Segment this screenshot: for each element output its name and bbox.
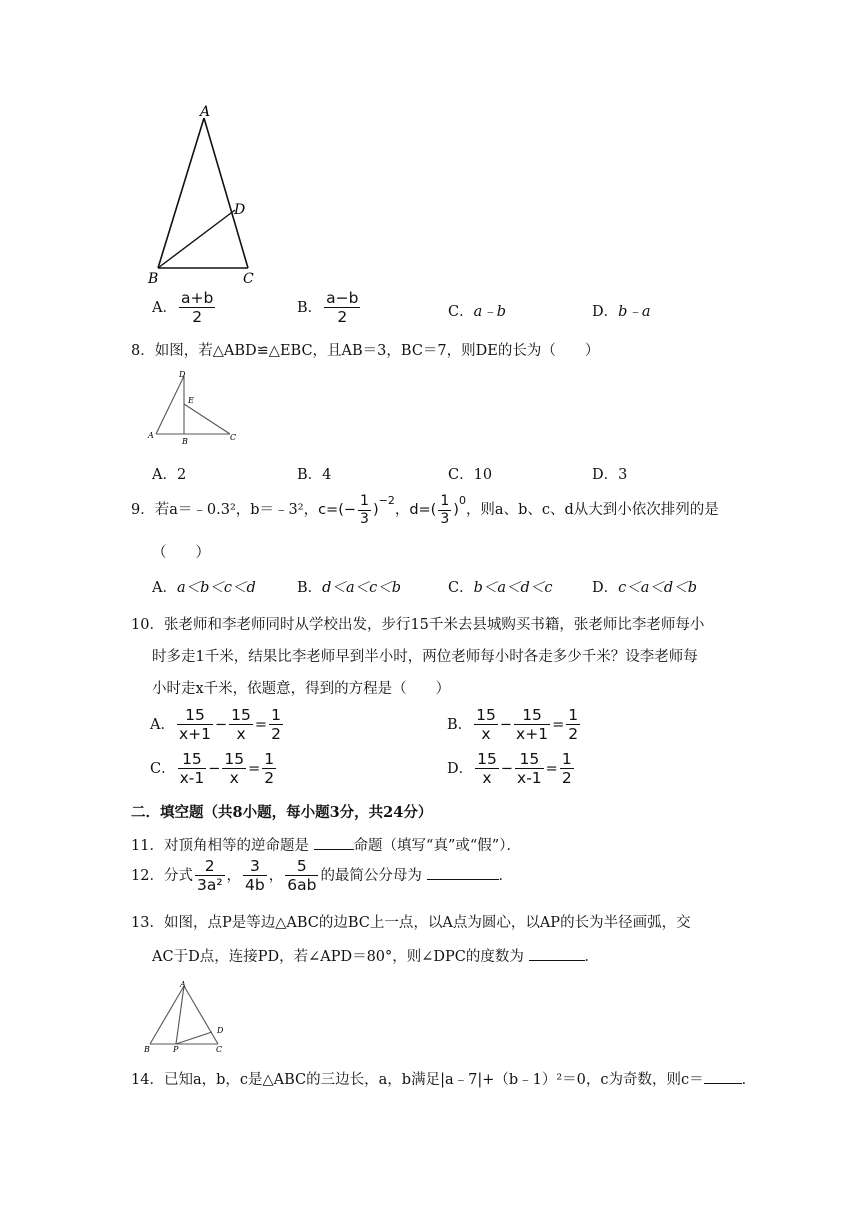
q13-line-2: AC于D点，连接PD，若∠APD＝80°，则∠DPC的度数为 ． <box>152 945 599 966</box>
q7-label-b: B <box>148 271 159 287</box>
q8-label-b: B <box>182 437 188 446</box>
q8-label-c: C <box>230 433 237 442</box>
q7-option-a: A． $\frac{a+b}{2}$ <box>152 289 214 327</box>
q8-figure <box>142 368 242 446</box>
q7-option-b: B． $\frac{a-b}{2}$ <box>297 289 359 327</box>
q10-line-3: 小时走x千米，依题意，得到的方程是（ ） <box>152 681 451 697</box>
q8-label-e: E <box>188 396 194 405</box>
q9-stem: 9．若a＝﹣0.3²，b＝﹣3²，c=(− $\frac{1}{3}$ )$^{-2}$，d=( $\frac{1}{3}$ )$^0$，则a、b、c、d从大到小依次排列的是 <box>131 493 719 527</box>
q8-option-a: A．2 <box>152 467 187 483</box>
q9-option-c: C．b＜a＜d＜c <box>448 580 553 596</box>
q7-label-a: A <box>200 104 211 120</box>
q7-label-d: D <box>234 202 246 218</box>
q12-answer-blank[interactable] <box>427 865 499 880</box>
q13-answer-blank[interactable] <box>529 946 585 961</box>
q8-label-a: A <box>148 431 154 440</box>
q13-label-p: P <box>173 1045 179 1054</box>
q10-option-a: A． $\frac{15}{x+1}$ − $\frac{15}{x}$ = $\frac{1}{2}$ <box>150 706 281 744</box>
q10-line-1: 10．张老师和李老师同时从学校出发，步行15千米去县城购买书籍，张老师比李老师每小 <box>131 617 705 633</box>
q9-option-a: A．a＜b＜c＜d <box>152 580 256 596</box>
q7-label-c: C <box>243 271 254 287</box>
q7-option-d: D．b﹣a <box>592 304 651 320</box>
q12: 12．分式 $\frac{2}{\text{3a²}}$ ， $\frac{3}{4b}$ ， $\frac{5}{6ab}$ 的最简公分母为 ． <box>131 857 514 895</box>
q8-label-d: D <box>179 370 186 379</box>
q9-option-b: B．d＜a＜c＜b <box>297 580 401 596</box>
q11-answer-blank[interactable] <box>314 835 354 850</box>
q11: 11．对顶角相等的逆命题是 命题（填写“真”或“假”）． <box>131 834 521 855</box>
q10-line-2: 时多走1千米，结果比李老师早到半小时，两位老师每小时各走多少千米？设李老师每 <box>152 649 698 665</box>
q13-label-d: D <box>217 1026 224 1035</box>
q10-option-b: B． $\frac{15}{x}$ − $\frac{15}{x+1}$ = $\frac{1}{2}$ <box>447 706 579 744</box>
section-2-heading: 二．填空题（共8小题，每小题3分，共24分） <box>131 804 433 821</box>
q8-option-d: D．3 <box>592 467 628 483</box>
q8-option-c: C．10 <box>448 467 493 483</box>
q9-option-d: D．c＜a＜d＜b <box>592 580 697 596</box>
q13-label-a: A <box>180 980 186 989</box>
q13-label-c: C <box>216 1045 223 1054</box>
q7-triangle-figure <box>140 100 270 290</box>
q8-option-b: B．4 <box>297 467 332 483</box>
q14-answer-blank[interactable] <box>704 1069 742 1084</box>
q13-figure <box>142 978 242 1058</box>
q13-label-b: B <box>144 1045 150 1054</box>
q10-option-d: D． $\frac{15}{x}$ − $\frac{15}{x-1}$ = $\frac{1}{2}$ <box>447 750 572 788</box>
q8-stem: 8．如图，若△ABD≌△EBC，且AB＝3，BC＝7，则DE的长为（ ） <box>131 343 600 359</box>
q14: 14．已知a，b，c是△ABC的三边长，a，b满足|a﹣7|+（b﹣1）²＝0，c为奇数，则c＝ ． <box>131 1068 756 1089</box>
q13-line-1: 13．如图，点P是等边△ABC的边BC上一点，以A点为圆心，以AP的长为半径画弧，交 <box>131 915 691 931</box>
q7-option-c: C．a﹣b <box>448 304 507 320</box>
q10-option-c: C． $\frac{15}{x-1}$ − $\frac{15}{x}$ = $\frac{1}{2}$ <box>150 750 275 788</box>
q9-paren: （ ） <box>152 545 210 561</box>
